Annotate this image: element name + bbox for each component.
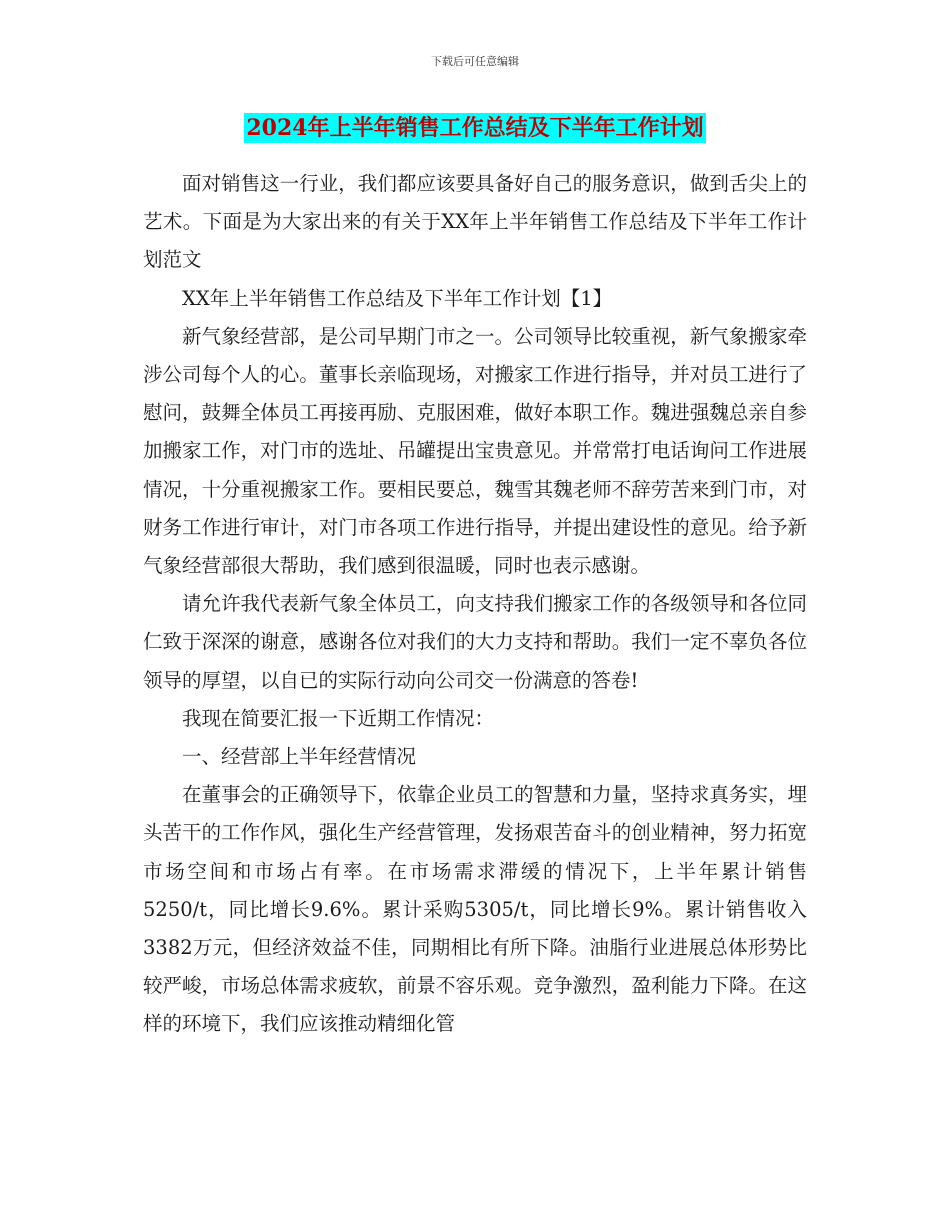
body-paragraph: 新气象经营部，是公司早期门市之一。公司领导比较重视，新气象搬家牵涉公司每个人的心。董事长亲临现场，对搬家工作进行指导，并对员工进行了慰问，鼓舞全体员工再接再励、克服困难，做好本职工作。魏进强魏总亲自参加搬家工作，对门市的选址、吊罐提出宝贵意见。并常常打电话询问工作进展情况，十分重视搬家工作。要相民要总，魏雪其魏老师不辞劳苦来到门市，对财务工作进行审计，对门市各项工作进行指导，并提出建设性的意见。给予新气象经营部很大帮助，我们感到很温暖，同时也表示感谢。 <box>143 324 807 578</box>
body-paragraph: 在董事会的正确领导下，依靠企业员工的智慧和力量，坚持求真务实，埋头苦干的工作作风，强化生产经营管理，发扬艰苦奋斗的创业精神，努力拓宽市场空间和市场占有率。在市场需求滞缓的情况下，上半年累计销售5250/t，同比增长9.6%。累计采购5305/t，同比增长9%。累计销售收入3382万元，但经济效益不佳，同期相比有所下降。油脂行业进展总体形势比较严峻，市场总体需求疲软，前景不容乐观。竞争激烈，盈利能力下降。在这样的环境下，我们应该推动精细化管 <box>143 783 807 1036</box>
header-note: 下载后可任意编辑 <box>431 55 519 68</box>
document-title: 2024年上半年销售工作总结及下半年工作计划 <box>246 115 704 141</box>
body-paragraph: 请允许我代表新气象全体员工，向支持我们搬家工作的各级领导和各位同仁致于深深的谢意，感谢各位对我们的大力支持和帮助。我们一定不辜负各位领导的厚望，以自已的实际行动向公司交一份满意的答卷! <box>143 592 807 692</box>
section-heading: XX年上半年销售工作总结及下半年工作计划【1】 <box>182 286 613 310</box>
body-paragraph: 我现在简要汇报一下近期工作情况： <box>182 706 495 730</box>
title-container <box>0 113 950 143</box>
subsection-heading: 一、经营部上半年经营情况 <box>182 745 417 769</box>
intro-paragraph: 面对销售这一行业，我们都应该要具备好自己的服务意识，做到舌尖上的艺术。下面是为大家出来的有关于XX年上半年销售工作总结及下半年工作计划范文 <box>143 172 807 272</box>
document-body <box>143 165 807 1044</box>
